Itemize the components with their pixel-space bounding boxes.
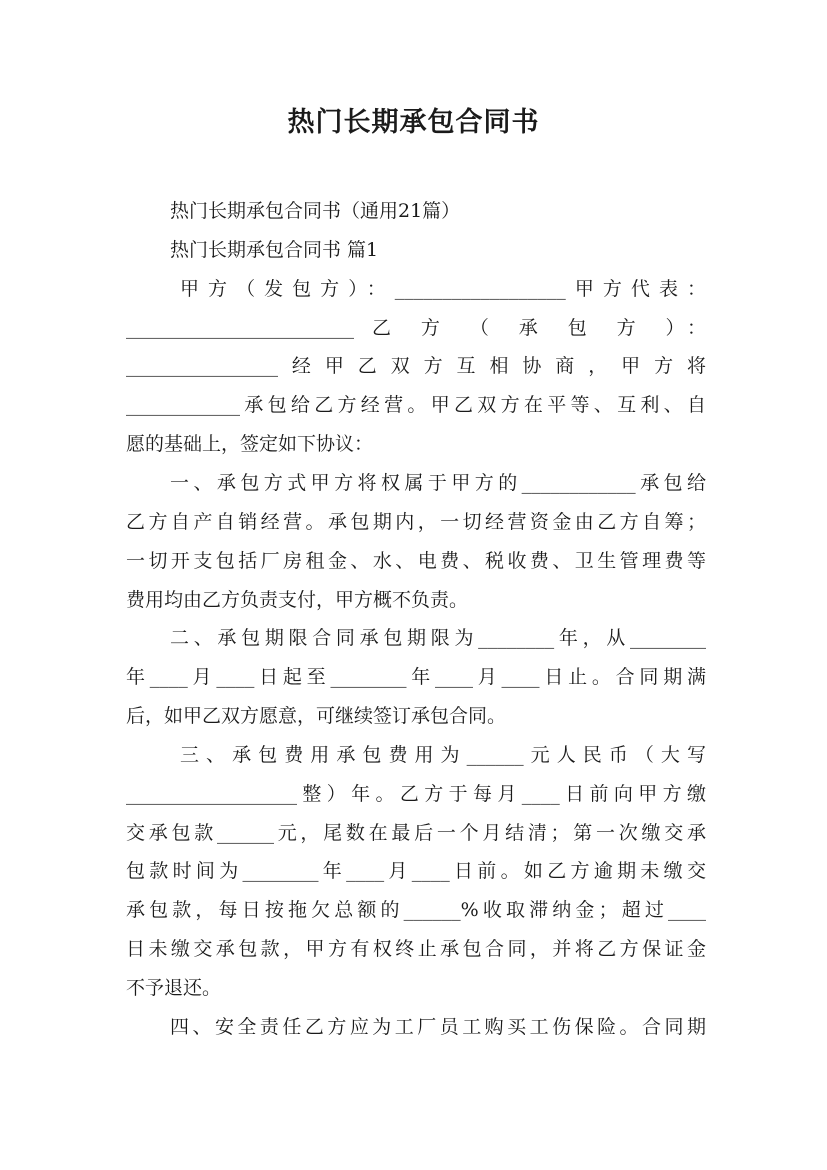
- paragraph-line: 交承包款______元，尾数在最后一个月结清；第一次缴交承: [126, 822, 706, 844]
- paragraph-line: 包款时间为________年____月____日前。如乙方逾期未缴交: [126, 860, 706, 882]
- document-title: 热门长期承包合同书: [287, 107, 540, 138]
- paragraph-line: 二、承包期限合同承包期限为________年，从________: [170, 627, 706, 649]
- paragraph-line: 愿的基础上，签定如下协议：: [126, 433, 374, 455]
- paragraph-line: 四、安全责任乙方应为工厂员工购买工伤保险。合同期: [170, 1016, 706, 1038]
- paragraph-line: 乙方自产自销经营。承包期内，一切经营资金由乙方自筹；: [126, 511, 706, 533]
- paragraph-line: ________________________ 乙 方 （ 承 包 方 ）：: [126, 317, 706, 339]
- paragraph-line: 甲方（发包方）：__________________甲方代表：: [180, 278, 706, 300]
- paragraph-line: 一切开支包括厂房租金、水、电费、税收费、卫生管理费等: [126, 550, 706, 572]
- paragraph-line: 不予退还。: [126, 977, 222, 999]
- paragraph-line: 日未缴交承包款，甲方有权终止承包合同，并将乙方保证金: [126, 938, 706, 960]
- paragraph-line: __________________整）年。乙方于每月____日前向甲方缴: [126, 783, 706, 805]
- paragraph-line: 三、承包费用承包费用为______元人民币（大写: [180, 744, 706, 766]
- paragraph-line: 年____月____日起至________年____月____日止。合同期满: [126, 666, 706, 688]
- paragraph-line: 承包款，每日按拖欠总额的______%收取滞纳金；超过____: [126, 899, 706, 921]
- paragraph-line: 后，如甲乙双方愿意，可继续签订承包合同。: [126, 705, 507, 727]
- paragraph-line: 一、承包方式甲方将权属于甲方的____________承包给: [170, 472, 706, 494]
- paragraph-line: ____________承包给乙方经营。甲乙双方在平等、互利、自: [126, 394, 706, 416]
- paragraph-line: 费用均由乙方负责支付，甲方概不负责。: [126, 589, 469, 611]
- section-heading: 热门长期承包合同书 篇1: [170, 239, 379, 261]
- paragraph-line: ________________经甲乙双方互相协商，甲方将: [126, 355, 706, 377]
- subtitle-line: 热门长期承包合同书（通用21篇）: [170, 200, 461, 222]
